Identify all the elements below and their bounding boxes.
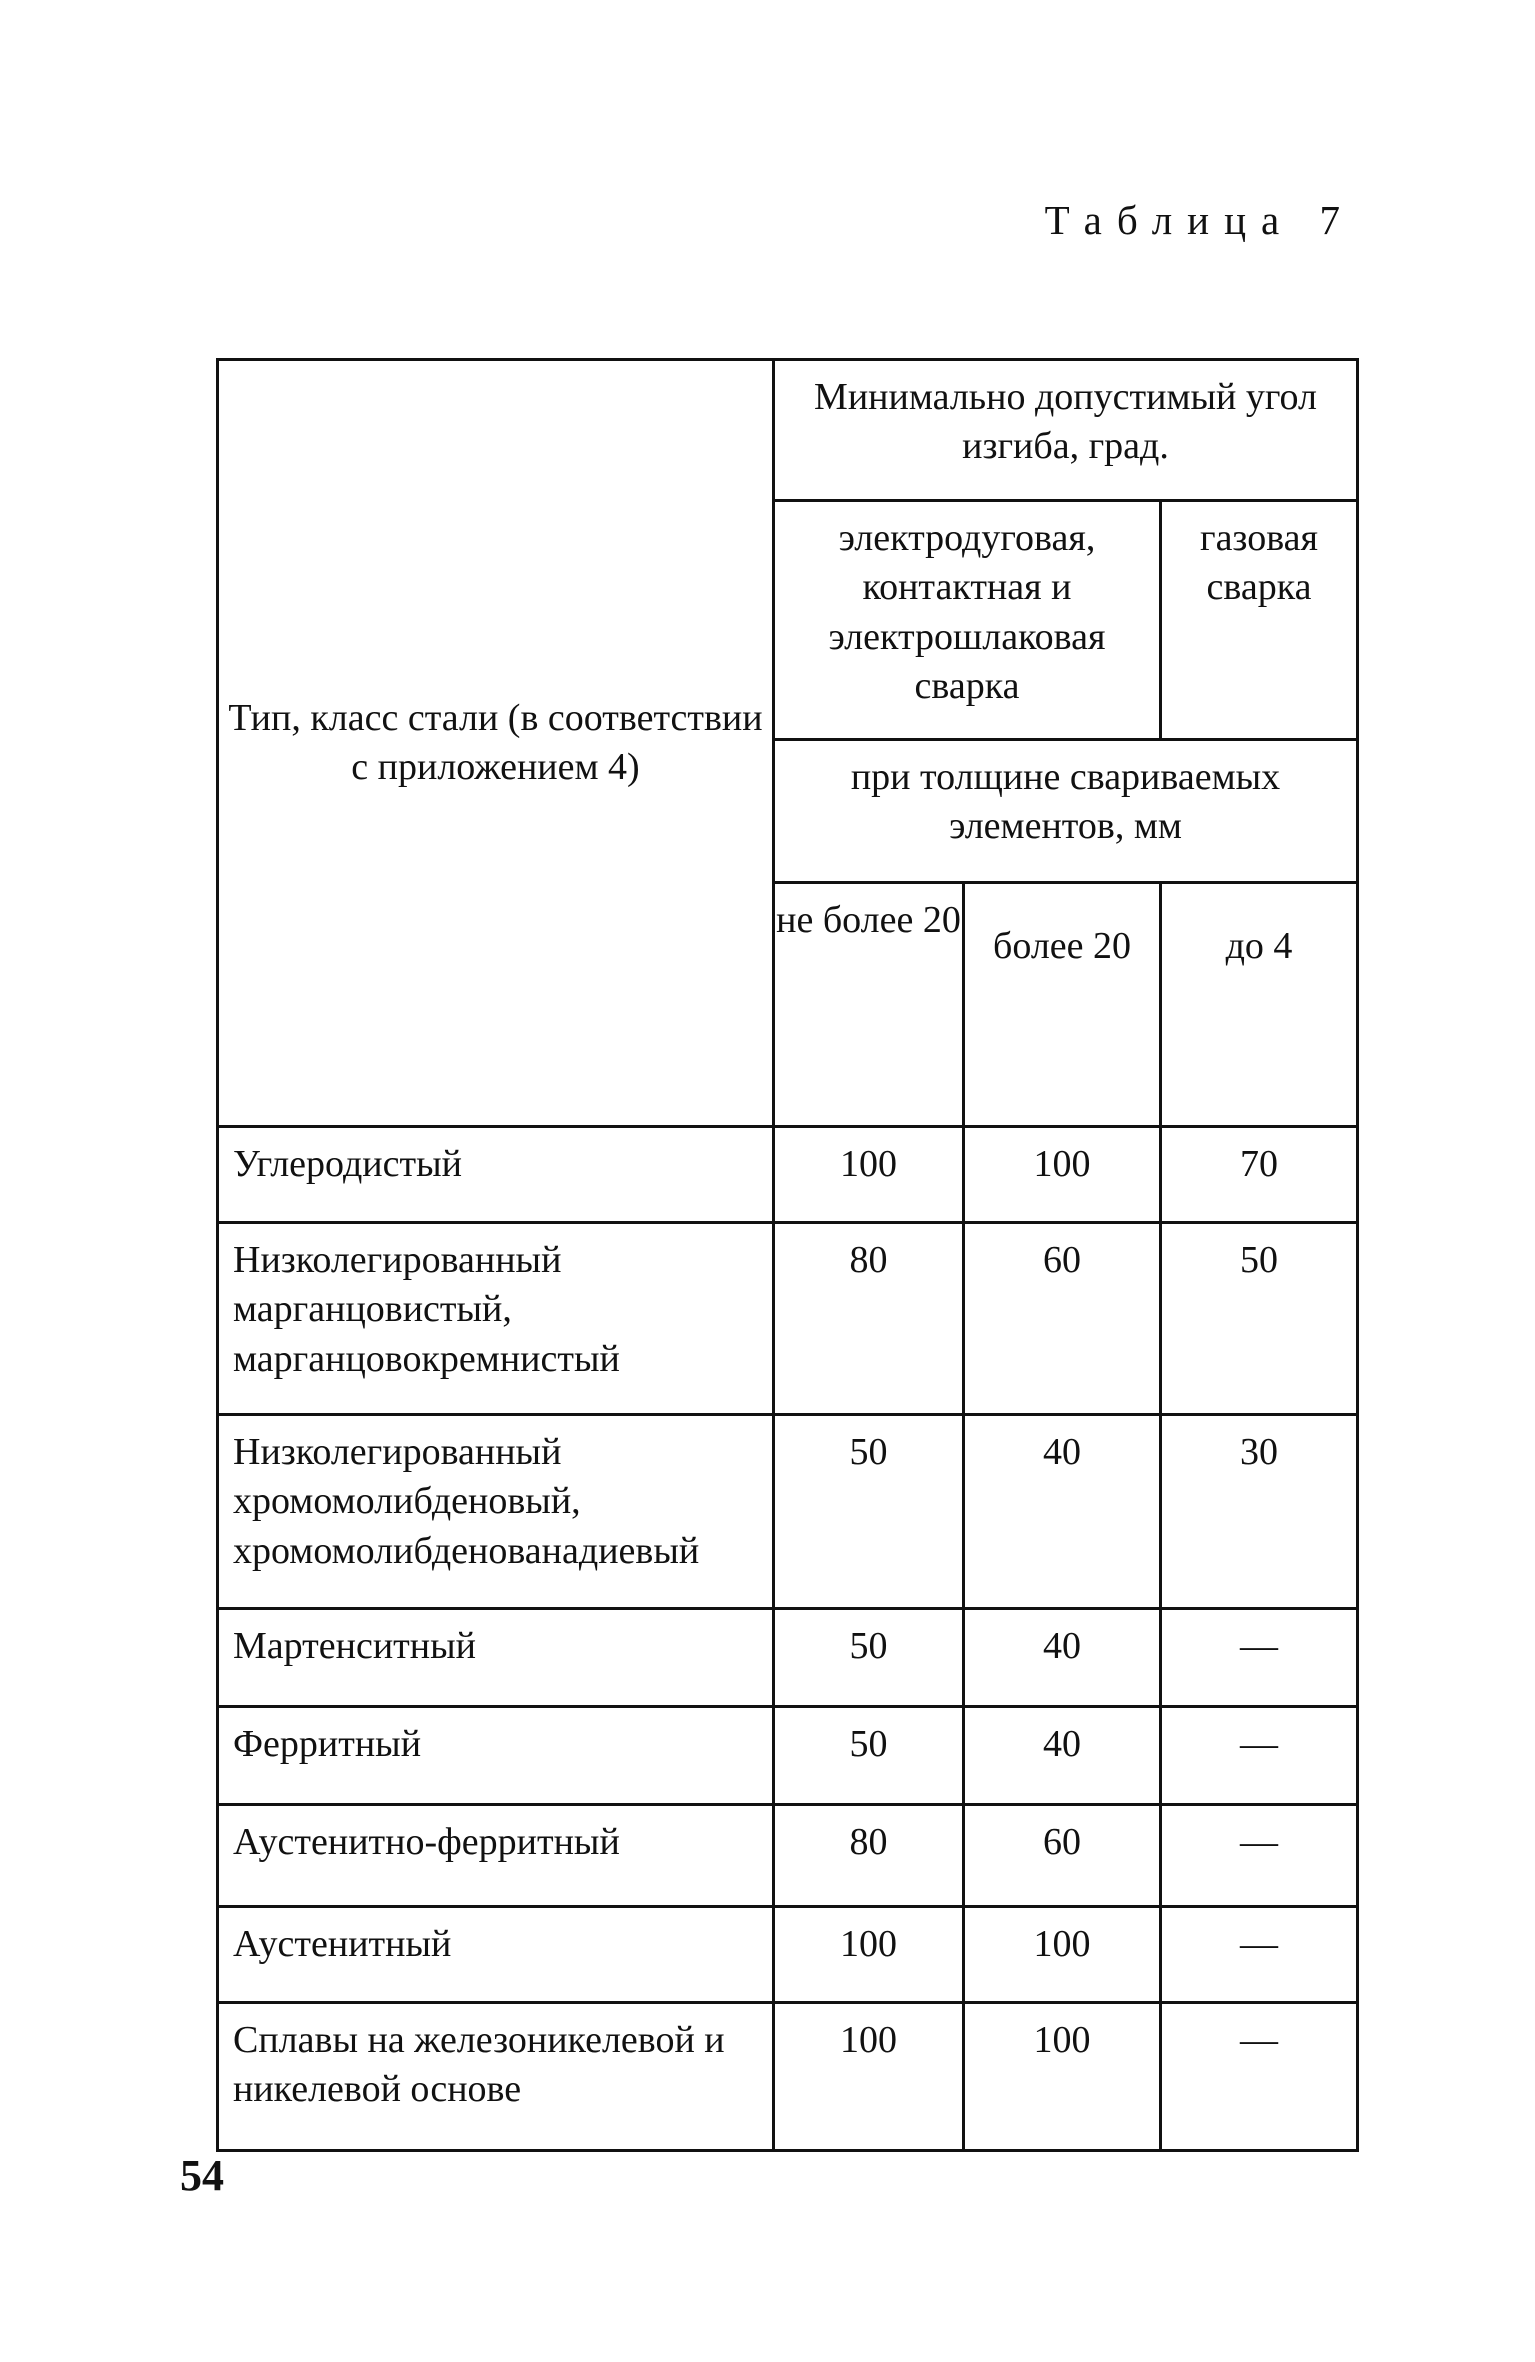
row-value-gt20: 60	[964, 1223, 1161, 1415]
table-row	[218, 1805, 1358, 1907]
header-arc-weld: электродуговая, контактная и электрошлаковая сварка	[774, 501, 1161, 740]
page-number: 54	[180, 2151, 224, 2200]
row-value-gt20: 100	[964, 1127, 1161, 1223]
row-steel-type: Аустенитный	[218, 1907, 774, 2003]
row-value-to4: 70	[1161, 1127, 1358, 1223]
table-row	[218, 1609, 1358, 1707]
row-value-le20: 50	[774, 1707, 964, 1805]
table-row	[218, 2003, 1358, 2151]
row-value-le20: 80	[774, 1805, 964, 1907]
row-steel-type: Низколегированный хромомолибденовый, хромомолибденованадиевый	[218, 1415, 774, 1609]
header-col-le20: не более 20	[774, 883, 964, 1127]
row-value-to4: 30	[1161, 1415, 1358, 1609]
row-value-gt20: 100	[964, 1907, 1161, 2003]
bend-angle-table	[216, 358, 1359, 2152]
row-value-gt20: 100	[964, 2003, 1161, 2151]
table-row	[218, 1907, 1358, 2003]
header-steel-type	[218, 360, 774, 1127]
header-row-1	[218, 360, 1358, 501]
row-value-gt20: 60	[964, 1805, 1161, 1907]
header-col-gt20: более 20	[964, 883, 1161, 1127]
table-caption: Таблица 7	[1044, 197, 1355, 243]
row-value-le20: 100	[774, 1907, 964, 2003]
row-value-to4: —	[1161, 2003, 1358, 2151]
row-value-to4: —	[1161, 1805, 1358, 1907]
row-value-to4: 50	[1161, 1223, 1358, 1415]
row-value-to4: —	[1161, 1609, 1358, 1707]
row-value-le20: 100	[774, 1127, 964, 1223]
table-row	[218, 1707, 1358, 1805]
row-steel-type: Аустенитно-ферритный	[218, 1805, 774, 1907]
row-steel-type: Углеродистый	[218, 1127, 774, 1223]
row-value-to4: —	[1161, 1907, 1358, 2003]
table-row	[218, 1415, 1358, 1609]
row-value-to4: —	[1161, 1707, 1358, 1805]
row-steel-type: Мартенситный	[218, 1609, 774, 1707]
header-min-angle: Минимально допустимый угол изгиба, град.	[774, 360, 1358, 501]
row-steel-type: Низколегированный марганцовистый, марганцовокремнистый	[218, 1223, 774, 1415]
header-gas-weld: газовая сварка	[1161, 501, 1358, 740]
table-row	[218, 1127, 1358, 1223]
header-thickness: при толщине свариваемых элементов, мм	[774, 740, 1358, 883]
header-steel-type-label: Тип, класс стали (в соответствии с приложением 4)	[228, 696, 763, 788]
row-value-le20: 50	[774, 1415, 964, 1609]
row-value-gt20: 40	[964, 1415, 1161, 1609]
row-value-le20: 100	[774, 2003, 964, 2151]
row-value-le20: 80	[774, 1223, 964, 1415]
table-row	[218, 1223, 1358, 1415]
row-steel-type: Сплавы на железоникелевой и никелевой основе	[218, 2003, 774, 2151]
row-steel-type: Ферритный	[218, 1707, 774, 1805]
row-value-gt20: 40	[964, 1707, 1161, 1805]
header-col-to4: до 4	[1161, 883, 1358, 1127]
row-value-gt20: 40	[964, 1609, 1161, 1707]
row-value-le20: 50	[774, 1609, 964, 1707]
